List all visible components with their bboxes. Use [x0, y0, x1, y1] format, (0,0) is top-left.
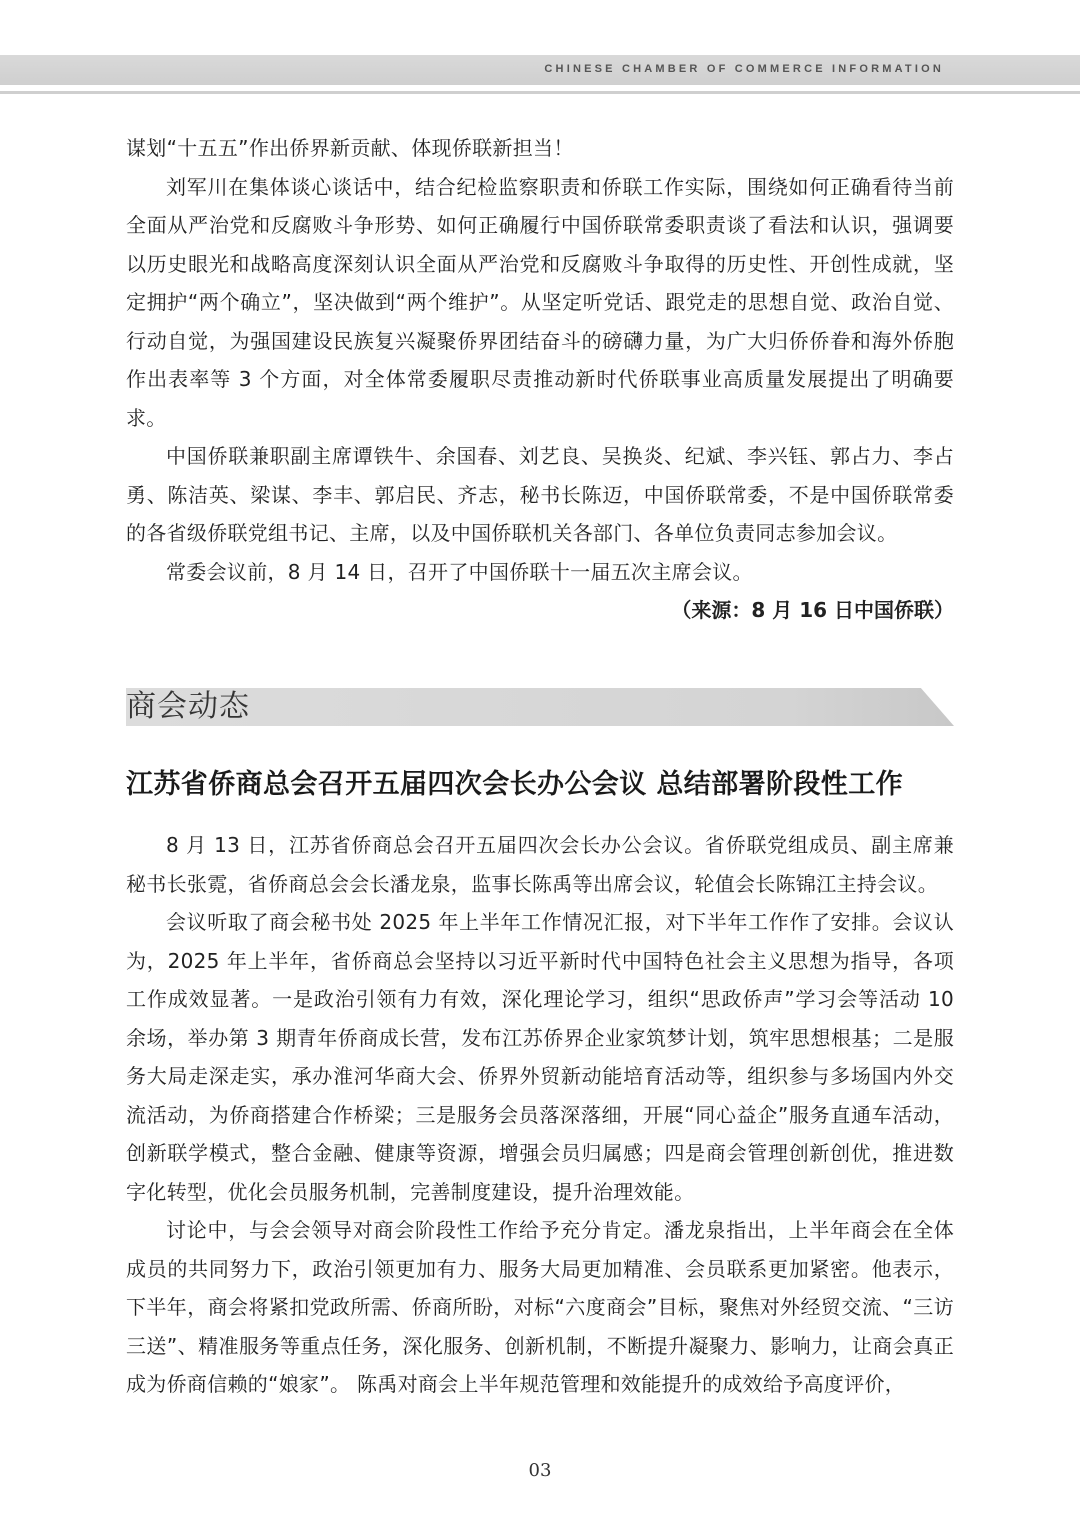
article-2-title: 江苏省侨商总会召开五届四次会长办公会议 总结部署阶段性工作	[126, 769, 903, 800]
article-1-paragraph-4: 常委会议前，8 月 14 日，召开了中国侨联十一届五次主席会议。	[166, 559, 753, 584]
header-divider	[0, 91, 1080, 94]
article-1-paragraph-3: 中国侨联兼职副主席谭铁牛、余国春、刘艺良、吴换炎、纪斌、李兴钰、郭占力、李占勇、陈洁英、梁谋、李丰、郭启民、齐志，秘书长陈迈，中国侨联常委，不是中国侨联常委的各省级侨联党组书记、主席，以及中国侨联机关各部门、各单位负责同志参加会议。	[126, 444, 954, 545]
section-title: 商会动态	[126, 689, 250, 724]
article-2-paragraph-1: 8 月 13 日，江苏省侨商总会召开五届四次会长办公会议。省侨联党组成员、副主席兼秘书长张霓，省侨商总会会长潘龙泉，监事长陈禹等出席会议，轮值会长陈锦江主持会议。	[126, 833, 954, 896]
article-2-body	[126, 826, 954, 1404]
article-2-paragraph-3: 讨论中，与会会领导对商会阶段性工作给予充分肯定。潘龙泉指出，上半年商会在全体成员的共同努力下，政治引领更加有力、服务大局更加精准、会员联系更加紧密。他表示，下半年，商会将紧扣党政所需、侨商所盼，对标“六度商会”目标，聚焦对外经贸交流、“三访三送”、精准服务等重点任务，深化服务、创新机制，不断提升凝聚力、影响力，让商会真正成为侨商信赖的“娘家”。 陈禹对商会上半年规范管理和效能提升的成效给予高度评价，	[126, 1218, 954, 1396]
article-2-paragraph-2: 会议听取了商会秘书处 2025 年上半年工作情况汇报，对下半年工作作了安排。会议认为，2025 年上半年，省侨商总会坚持以习近平新时代中国特色社会主义思想为指导，各项工作成效显著。一是政治引领有力有效，深化理论学习，组织“思政侨声”学习会等活动 10 余场，举办第 3 期青年侨商成长营，发布江苏侨界企业家筑梦计划，筑牢思想根基；二是服务大局走深走实，承办淮河华商大会、侨界外贸新动能培育活动等，组织参与多场国内外交流活动，为侨商搭建合作桥梁；三是服务会员落深落细，开展“同心益企”服务直通车活动，创新联学模式，整合金融、健康等资源，增强会员归属感；四是商会管理创新创优，推进数字化转型，优化会员服务机制，完善制度建设，提升治理效能。	[126, 910, 954, 1204]
article-1-paragraph-2: 刘军川在集体谈心谈话中，结合纪检监察职责和侨联工作实际，围绕如何正确看待当前全面从严治党和反腐败斗争形势、如何正确履行中国侨联常委职责谈了看法和认识，强调要以历史眼光和战略高度深刻认识全面从严治党和反腐败斗争取得的历史性、开创性成就，坚定拥护“两个确立”，坚决做到“两个维护”。从坚定听党话、跟党走的思想自觉、政治自觉、行动自觉，为强国建设民族复兴凝聚侨界团结奋斗的磅礴力量，为广大归侨侨眷和海外侨胞作出表率等 3 个方面，对全体常委履职尽责推动新时代侨联事业高质量发展提出了明确要求。	[126, 174, 954, 430]
article-1-source: （来源：8 月 16 日中国侨联）	[671, 598, 954, 622]
publication-title: CHINESE CHAMBER OF COMMERCE INFORMATION	[544, 63, 944, 75]
article-1-paragraph-1: 谋划“十五五”作出侨界新贡献、体现侨联新担当！	[126, 136, 574, 160]
page-number: 03	[528, 1460, 552, 1481]
section-header-bar	[126, 688, 954, 726]
article-1-body	[126, 129, 954, 630]
